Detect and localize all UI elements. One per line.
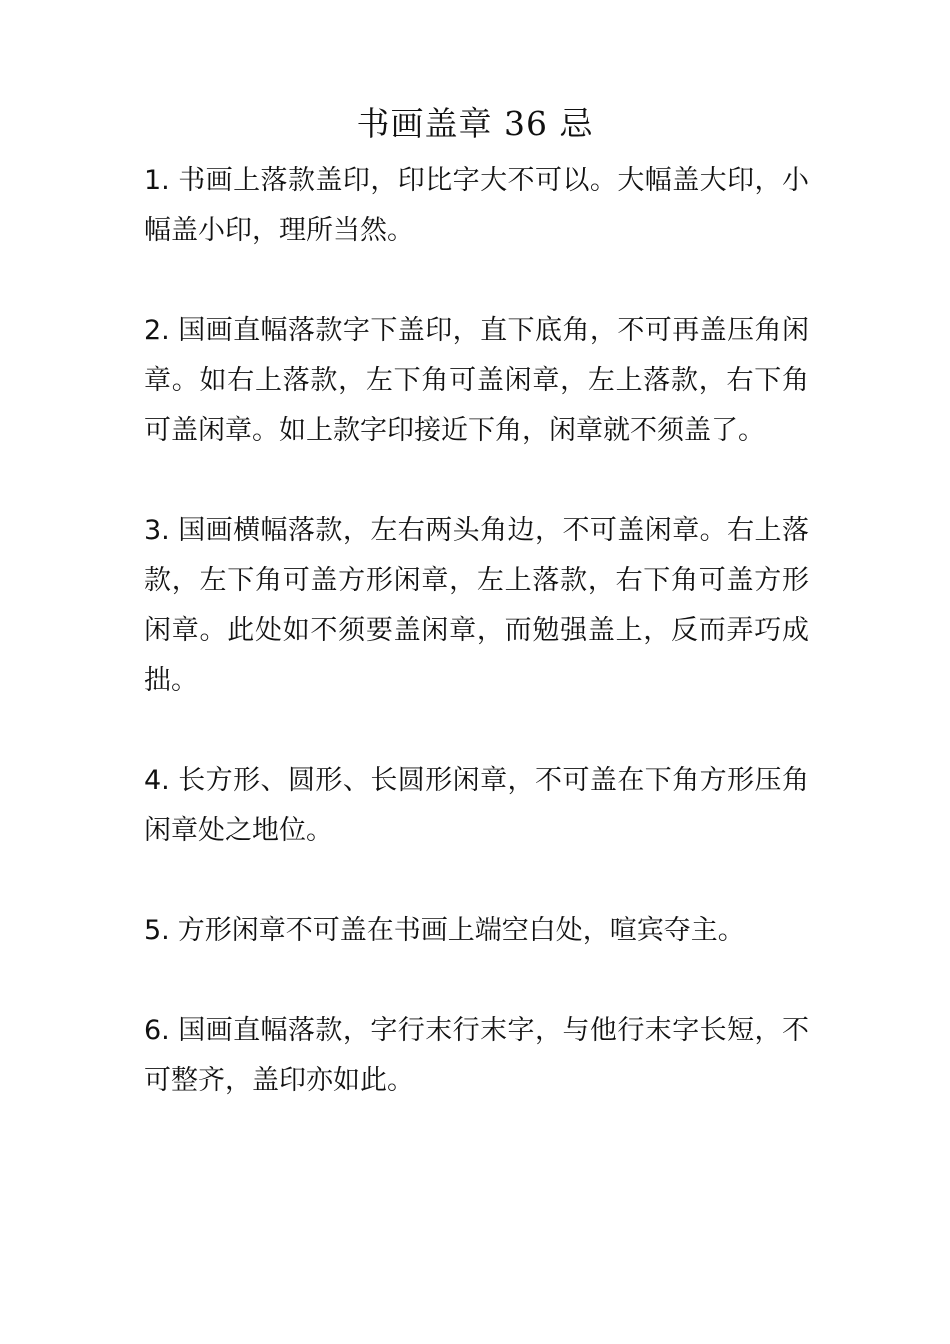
rule-number: 3. [144,515,170,546]
rule-text: 国画直幅落款字下盖印，直下底角，不可再盖压角闲章。如右上落款，左下角可盖闲章，左上落款，右下角可盖闲章。如上款字印接近下角，闲章就不须盖了。 [144,315,809,446]
rule-number: 1. [144,165,170,196]
rule-item-3 [144,506,809,706]
rule-item-2 [144,306,809,456]
rule-number: 2. [144,315,170,346]
rule-number: 6. [144,1015,170,1046]
page-title: 书画盖章 36 忌 [356,104,594,143]
rule-text: 国画横幅落款，左右两头角边，不可盖闲章。右上落款，左下角可盖方形闲章，左上落款，右下角可盖方形闲章。此处如不须要盖闲章，而勉强盖上，反而弄巧成拙。 [144,515,809,696]
rule-text: 国画直幅落款，字行末行末字，与他行末字长短，不可整齐，盖印亦如此。 [144,1015,809,1096]
rule-text: 方形闲章不可盖在书画上端空白处，喧宾夺主。 [177,915,745,946]
rule-number: 4. [144,765,170,796]
rule-item-6 [144,1006,809,1106]
rule-item-5 [144,906,809,956]
rule-text: 书画上落款盖印，印比字大不可以。大幅盖大印，小幅盖小印，理所当然。 [144,165,809,246]
rule-text: 长方形、圆形、长圆形闲章，不可盖在下角方形压角闲章处之地位。 [144,765,809,846]
rule-item-4 [144,756,809,856]
rule-item-1 [144,156,809,256]
rule-number: 5. [144,915,170,946]
rules-list [144,156,809,1156]
